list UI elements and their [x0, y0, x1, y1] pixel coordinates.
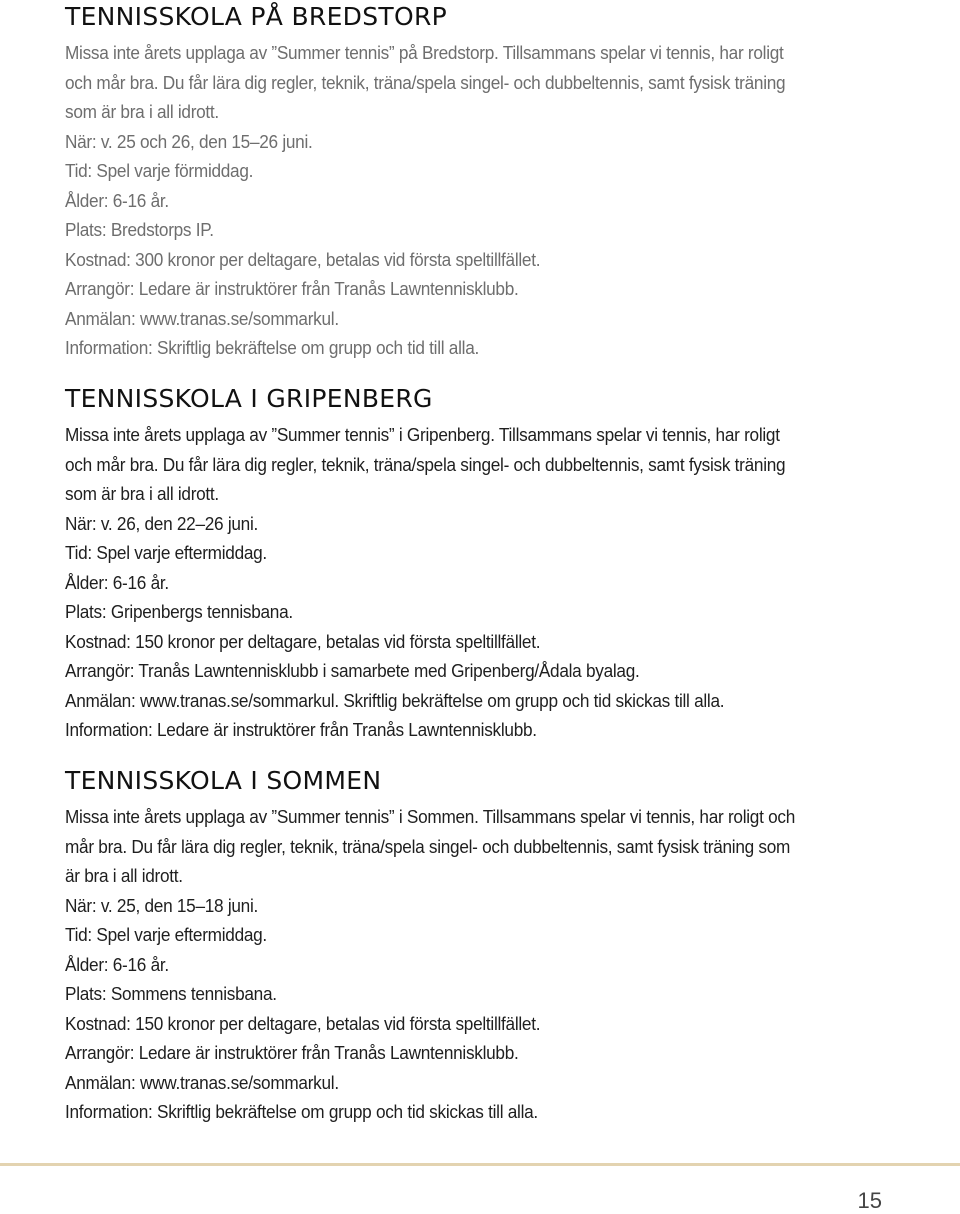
intro-line: Missa inte årets upplaga av ”Summer tennis” i Gripenberg. Tillsammans spelar vi tennis, har roligt: [65, 424, 780, 445]
intro-line: och mår bra. Du får lära dig regler, teknik, träna/spela singel- och dubbeltennis, samt fysisk träning: [65, 71, 786, 93]
registration-line: Anmälan: www.tranas.se/sommarkul.: [65, 307, 339, 329]
intro-line: som är bra i all idrott.: [65, 483, 219, 504]
section-title: TENNISSKOLA I SOMMEN: [65, 766, 382, 795]
age-line: Ålder: 6-16 år.: [65, 953, 169, 975]
place-line: Plats: Gripenbergs tennisbana.: [65, 601, 293, 622]
section-gripenberg: [65, 384, 925, 745]
time-line: Tid: Spel varje eftermiddag.: [65, 924, 267, 945]
cost-line: Kostnad: 300 kronor per deltagare, betalas vid första speltillfället.: [65, 248, 541, 270]
intro-line: Missa inte årets upplaga av ”Summer tennis” på Bredstorp. Tillsammans spelar vi tennis, har roligt: [65, 42, 784, 63]
cost-line: Kostnad: 150 kronor per deltagare, betalas vid första speltillfället.: [65, 1012, 541, 1034]
intro-line: mår bra. Du får lära dig regler, teknik, träna/spela singel- och dubbeltennis, samt fysisk träning som: [65, 835, 791, 857]
section-body: [65, 802, 925, 1127]
place-line: Plats: Bredstorps IP.: [65, 219, 214, 240]
registration-line: Anmälan: www.tranas.se/sommarkul.: [65, 1071, 339, 1093]
section-body: [65, 38, 925, 363]
age-line: Ålder: 6-16 år.: [65, 189, 169, 211]
when-line: När: v. 25 och 26, den 15–26 juni.: [65, 130, 313, 152]
intro-line: är bra i all idrott.: [65, 865, 183, 886]
organizer-line: Arrangör: Tranås Lawntennisklubb i samarbete med Gripenberg/Ådala byalag.: [65, 660, 640, 681]
intro-line: Missa inte årets upplaga av ”Summer tennis” i Sommen. Tillsammans spelar vi tennis, har roligt och: [65, 806, 795, 827]
time-line: Tid: Spel varje eftermiddag.: [65, 542, 267, 563]
organizer-line: Arrangör: Ledare är instruktörer från Tranås Lawntennisklubb.: [65, 1042, 519, 1063]
section-title: TENNISSKOLA PÅ BREDSTORP: [65, 2, 447, 31]
page-number: 15: [857, 1188, 882, 1213]
footer-rule: [0, 1163, 960, 1166]
intro-line: och mår bra. Du får lära dig regler, teknik, träna/spela singel- och dubbeltennis, samt fysisk träning: [65, 453, 786, 475]
intro-line: som är bra i all idrott.: [65, 101, 219, 122]
age-line: Ålder: 6-16 år.: [65, 571, 169, 593]
section-bredstorp: [65, 2, 925, 363]
organizer-line: Arrangör: Ledare är instruktörer från Tranås Lawntennisklubb.: [65, 278, 519, 299]
section-sommen: [65, 766, 925, 1127]
section-title: TENNISSKOLA I GRIPENBERG: [65, 384, 433, 413]
information-line: Information: Skriftlig bekräftelse om grupp och tid till alla.: [65, 337, 479, 358]
registration-line: Anmälan: www.tranas.se/sommarkul. Skriftlig bekräftelse om grupp och tid skickas till alla.: [65, 689, 725, 711]
when-line: När: v. 25, den 15–18 juni.: [65, 894, 259, 916]
information-line: Information: Ledare är instruktörer från Tranås Lawntennisklubb.: [65, 719, 537, 740]
when-line: När: v. 26, den 22–26 juni.: [65, 512, 259, 534]
place-line: Plats: Sommens tennisbana.: [65, 983, 277, 1004]
time-line: Tid: Spel varje förmiddag.: [65, 160, 254, 181]
section-body: [65, 420, 925, 745]
cost-line: Kostnad: 150 kronor per deltagare, betalas vid första speltillfället.: [65, 630, 541, 652]
information-line: Information: Skriftlig bekräftelse om grupp och tid skickas till alla.: [65, 1101, 538, 1122]
